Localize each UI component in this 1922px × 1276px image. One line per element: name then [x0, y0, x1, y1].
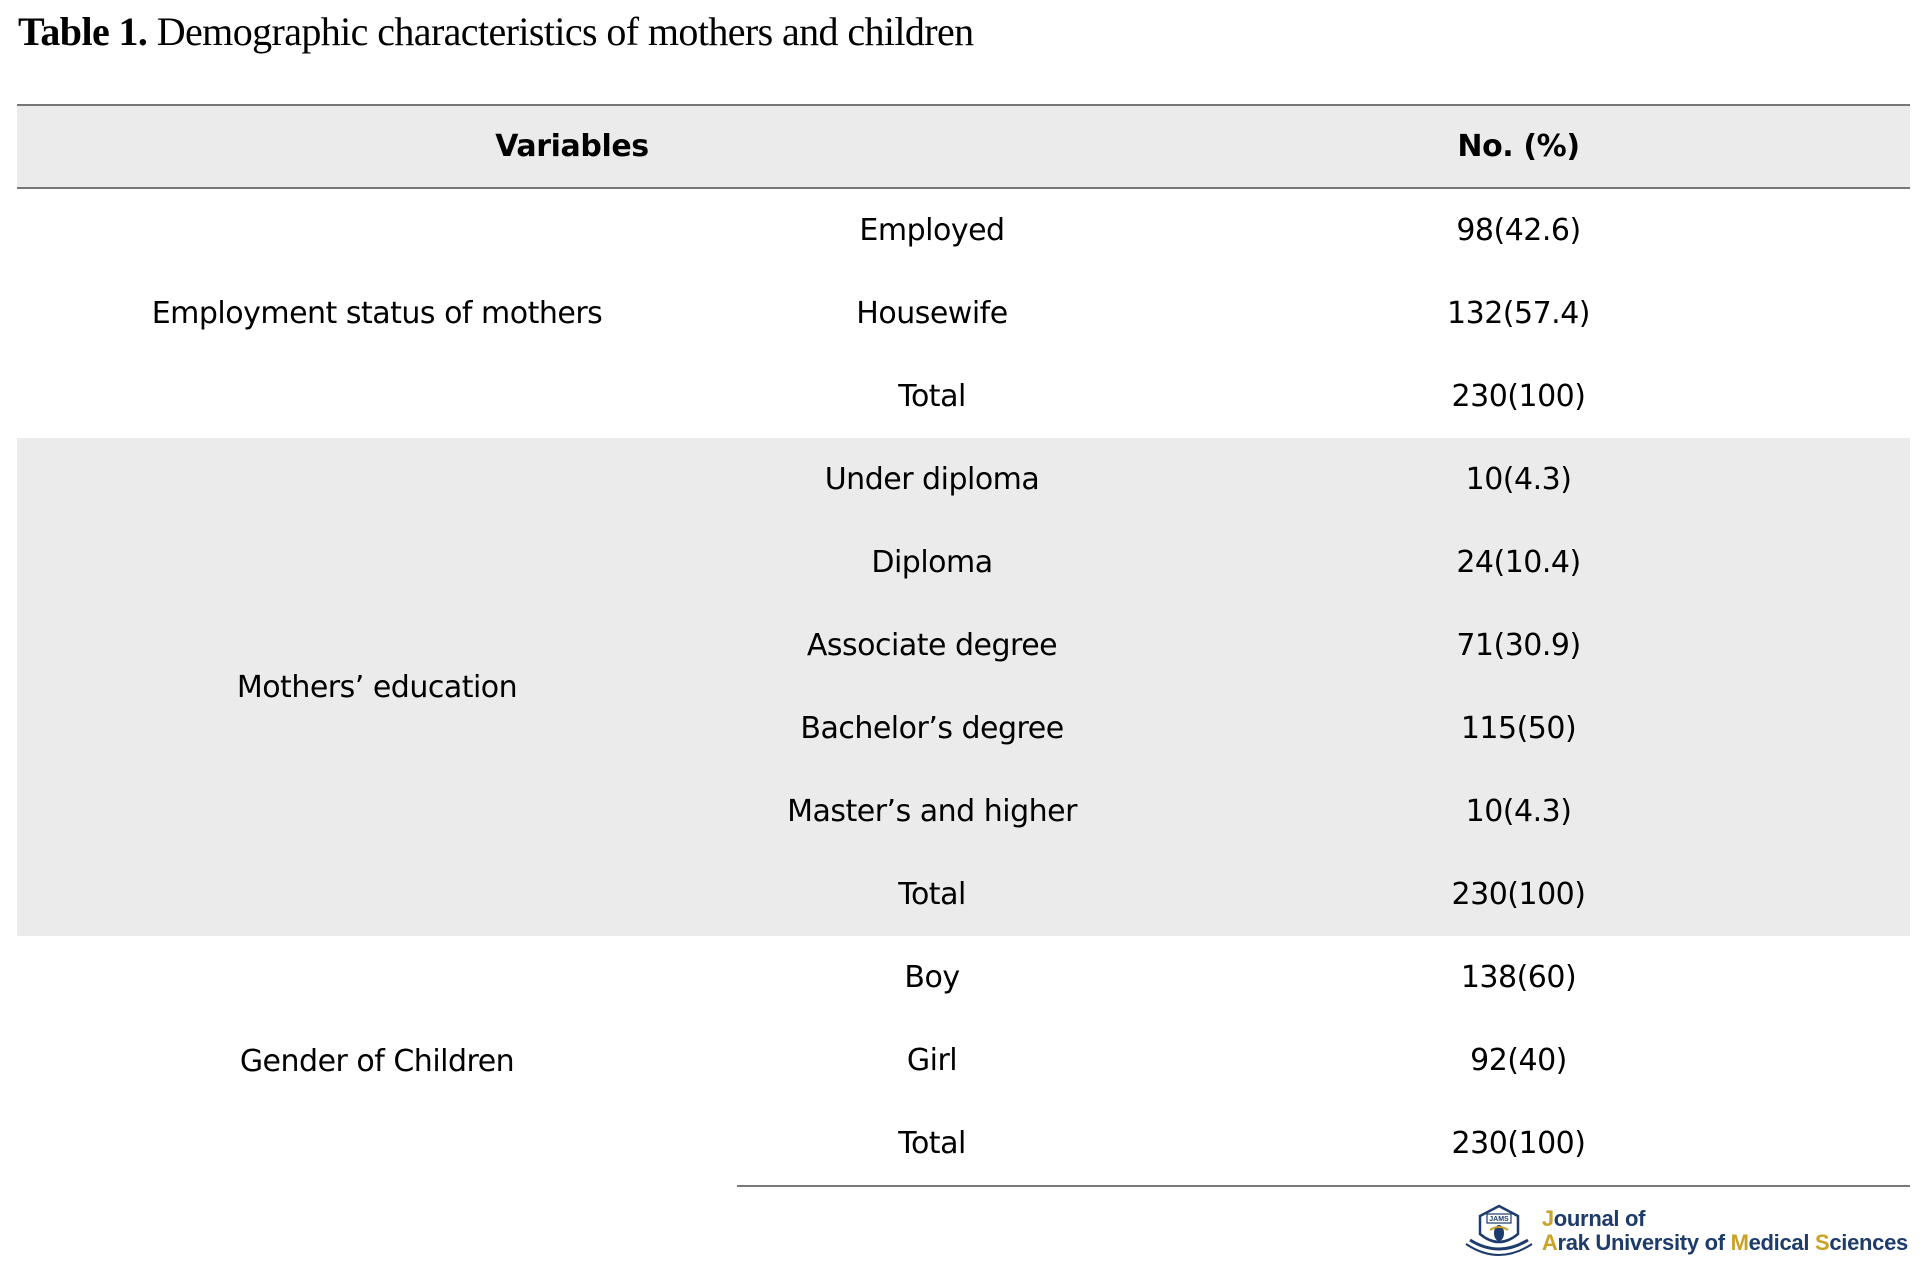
category-cell: Master’s and higher — [737, 770, 1127, 853]
category-cell: Under diploma — [737, 438, 1127, 521]
journal-title-part-a: rak University of — [1557, 1230, 1731, 1255]
group-education — [17, 438, 1910, 936]
value-cell: 24(10.4) — [1127, 521, 1910, 604]
table-caption — [18, 8, 974, 55]
category-cell: Total — [898, 379, 966, 414]
category-cell: Diploma — [737, 521, 1127, 604]
journal-title-part-s: ciences — [1829, 1230, 1908, 1255]
category-cell: Associate degree — [737, 604, 1127, 687]
demographics-table — [17, 104, 1910, 1187]
value-cell: 230(100) — [1451, 379, 1586, 414]
value-cell: 98(42.6) — [1456, 213, 1581, 248]
journal-title — [1542, 1207, 1908, 1255]
journal-initial-j: J — [1541, 1206, 1554, 1231]
category-cell: Employed — [859, 213, 1005, 248]
journal-initial-s: S — [1814, 1230, 1830, 1255]
group-label: Gender of Children — [239, 1043, 515, 1079]
value-cell: 230(100) — [1127, 853, 1910, 936]
header-row — [17, 105, 1910, 188]
table-row — [17, 438, 1910, 521]
journal-title-line2 — [1542, 1231, 1908, 1255]
journal-title-part-m: edical — [1748, 1230, 1815, 1255]
group-label: Employment status of mothers — [151, 296, 603, 331]
caption-text: Demographic characteristics of mothers and children — [156, 9, 974, 54]
journal-title-line1: Journal of — [1541, 1206, 1646, 1231]
category-cell: Total — [737, 1102, 1127, 1186]
value-cell: 92(40) — [1470, 1043, 1567, 1078]
value-cell: 138(60) — [1460, 960, 1577, 995]
journal-logo — [1462, 1200, 1908, 1262]
category-cell: Boy — [904, 960, 960, 995]
value-cell: 71(30.9) — [1127, 604, 1910, 687]
category-cell: Housewife — [856, 296, 1008, 331]
category-cell: Girl — [906, 1043, 958, 1078]
table-row — [17, 936, 1910, 1019]
group-label: Mothers’ education — [17, 438, 737, 936]
value-cell: 115(50) — [1127, 687, 1910, 770]
category-cell: Total — [737, 853, 1127, 936]
value-cell: 10(4.3) — [1127, 770, 1910, 853]
emblem-text: JAMS — [1489, 1216, 1509, 1223]
journal-initial-a: A — [1541, 1230, 1558, 1255]
header-no-percent: No. (%) — [1457, 129, 1580, 164]
group-employment — [17, 188, 1910, 438]
journal-initial-m: M — [1730, 1230, 1749, 1255]
value-cell: 10(4.3) — [1127, 438, 1910, 521]
table-header — [17, 105, 1910, 188]
group-gender — [17, 936, 1910, 1186]
value-cell: 132(57.4) — [1447, 296, 1590, 331]
header-variables: Variables — [495, 129, 649, 164]
table-row — [17, 188, 1910, 272]
category-cell: Bachelor’s degree — [737, 687, 1127, 770]
caption-label: Table 1. — [18, 9, 148, 54]
value-cell: 230(100) — [1127, 1102, 1910, 1186]
journal-emblem-icon — [1462, 1200, 1536, 1262]
